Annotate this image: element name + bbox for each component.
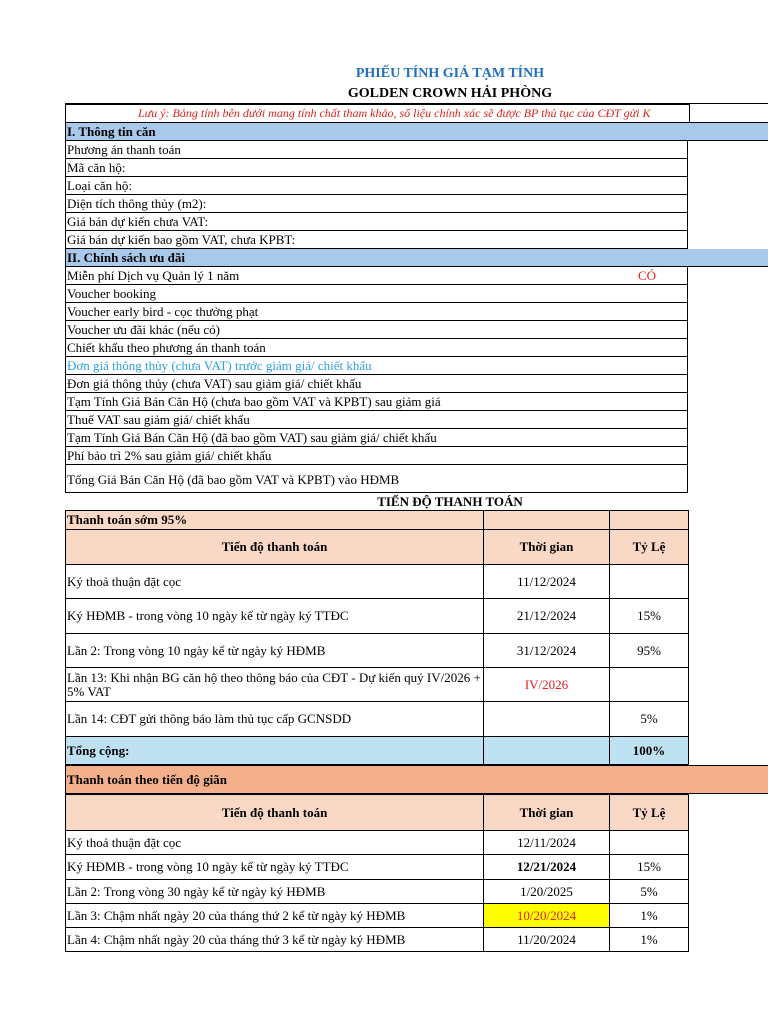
disclaimer-note xyxy=(65,104,690,123)
info-row[interactable] xyxy=(65,177,688,195)
step-cell: Lần 13: Khi nhận BG căn hộ theo thông báo của CĐT - Dự kiến quý IV/2026 + 5% VAT xyxy=(66,668,484,702)
policy-label: Miễn phí Dịch vụ Quản lý 1 năm xyxy=(67,268,240,283)
step-cell: Ký HĐMB - trong vòng 10 ngày kể từ ngày ký TTĐC xyxy=(66,599,484,634)
header-time: Thời gian xyxy=(484,795,610,831)
policy-label: Tạm Tính Giá Bán Căn Hộ (đã bao gồm VAT) sau giảm giá/ chiết khấu xyxy=(67,430,437,445)
policy-row[interactable] xyxy=(65,339,688,357)
table-header xyxy=(66,795,689,831)
policy-row[interactable] xyxy=(65,447,688,465)
rate-cell: 5% xyxy=(610,702,689,737)
document-title: PHIẾU TÍNH GIÁ TẠM TÍNH xyxy=(355,66,545,81)
info-row[interactable] xyxy=(65,159,688,177)
header-step: Tiến độ thanh toán xyxy=(66,530,484,565)
table-row[interactable] xyxy=(66,668,689,702)
section-promotion-policy xyxy=(65,249,768,267)
table-row[interactable] xyxy=(66,928,689,952)
empty-cell xyxy=(484,511,610,530)
step-cell: Lần 2: Trong vòng 10 ngày kể từ ngày ký HĐMB xyxy=(66,634,484,668)
time-cell: 11/20/2024 xyxy=(484,928,610,952)
table-row[interactable] xyxy=(66,599,689,634)
header-step: Tiến độ thanh toán xyxy=(66,795,484,831)
table-row[interactable] xyxy=(66,904,689,928)
info-row[interactable] xyxy=(65,231,688,249)
table-header xyxy=(66,530,689,565)
rate-cell: 5% xyxy=(610,880,689,904)
policy-row[interactable] xyxy=(65,375,688,393)
disclaimer-text: Lưu ý: Bảng tính bên dưới mang tính chất tham khảo, số liệu chính xác sẽ được BP thủ tục của CĐT gửi K xyxy=(138,106,651,120)
policy-label: Tổng Giá Bán Căn Hộ (đã bao gồm VAT và KPBT) vào HĐMB xyxy=(67,472,400,487)
table-row[interactable] xyxy=(66,880,689,904)
policy-row[interactable] xyxy=(65,285,688,303)
time-cell: 1/20/2025 xyxy=(484,880,610,904)
project-name: GOLDEN CROWN HẢI PHÒNG xyxy=(347,86,553,101)
rate-cell: 95% xyxy=(610,634,689,668)
section-title: I. Thông tin căn xyxy=(67,124,156,139)
policy-label: Voucher ưu đãi khác (nếu có) xyxy=(67,322,220,337)
header-time: Thời gian xyxy=(484,530,610,565)
policy-label: Đơn giá thông thủy (chưa VAT) sau giảm giá/ chiết khấu xyxy=(67,376,362,391)
step-cell: Lần 2: Trong vòng 30 ngày kể từ ngày ký HĐMB xyxy=(66,880,484,904)
time-cell: 12/11/2024 xyxy=(484,831,610,855)
info-label: Diện tích thông thủy (m2): xyxy=(67,196,207,211)
table-row[interactable] xyxy=(66,565,689,599)
table-row[interactable] xyxy=(66,702,689,737)
plan-title-row xyxy=(65,765,768,794)
rate-cell: 1% xyxy=(610,928,689,952)
empty-cell xyxy=(610,511,689,530)
policy-row[interactable] xyxy=(65,303,688,321)
info-label: Loại căn hộ: xyxy=(67,178,132,193)
policy-row[interactable] xyxy=(65,429,688,447)
extended-payment-table xyxy=(65,794,689,952)
info-label: Mã căn hộ: xyxy=(67,160,126,175)
table-row[interactable] xyxy=(66,855,689,880)
info-label: Phương án thanh toán xyxy=(67,142,181,157)
table-row[interactable] xyxy=(66,634,689,668)
time-cell: 21/12/2024 xyxy=(484,599,610,634)
payment-schedule-title: TIẾN ĐỘ THANH TOÁN xyxy=(377,494,523,509)
policy-value: CÓ xyxy=(638,268,657,283)
time-cell: 31/12/2024 xyxy=(484,634,610,668)
policy-label: Thuế VAT sau giảm giá/ chiết khấu xyxy=(67,412,250,427)
time-cell: 11/12/2024 xyxy=(484,565,610,599)
rate-cell: 15% xyxy=(610,855,689,880)
step-cell: Ký thoả thuận đặt cọc xyxy=(66,565,484,599)
section-title: II. Chính sách ưu đãi xyxy=(67,250,185,265)
header-rate: Tỷ Lệ xyxy=(610,795,689,831)
policy-row[interactable] xyxy=(65,411,688,429)
info-row[interactable] xyxy=(65,195,688,213)
policy-row[interactable] xyxy=(65,393,688,411)
info-row[interactable] xyxy=(65,141,688,159)
empty-cell xyxy=(484,737,610,765)
rate-cell: 1% xyxy=(610,904,689,928)
policy-label: Voucher early bird - cọc thưởng phạt xyxy=(67,304,259,319)
plan-title: Thanh toán theo tiến độ giãn xyxy=(67,772,228,787)
time-cell-highlighted: 10/20/2024 xyxy=(484,904,610,928)
policy-row[interactable] xyxy=(65,357,688,375)
policy-label: Đơn giá thông thủy (chưa VAT) trước giảm giá/ chiết khấu xyxy=(67,358,372,373)
table-row[interactable] xyxy=(66,831,689,855)
time-cell xyxy=(484,702,610,737)
rate-cell xyxy=(610,668,689,702)
step-cell: Lần 4: Chậm nhất ngày 20 của tháng thứ 3 kể từ ngày ký HĐMB xyxy=(66,928,484,952)
total-value: 100% xyxy=(610,737,689,765)
header-rate: Tỷ Lệ xyxy=(610,530,689,565)
info-row[interactable] xyxy=(65,213,688,231)
policy-row[interactable] xyxy=(65,465,688,493)
step-cell: Lần 3: Chậm nhất ngày 20 của tháng thứ 2 kể từ ngày ký HĐMB xyxy=(66,904,484,928)
step-cell: Ký thoả thuận đặt cọc xyxy=(66,831,484,855)
info-label: Giá bán dự kiến chưa VAT: xyxy=(67,214,209,229)
rate-cell xyxy=(610,831,689,855)
policy-label: Phí bảo trì 2% sau giảm giá/ chiết khấu xyxy=(67,448,272,463)
policy-label: Chiết khấu theo phương án thanh toán xyxy=(67,340,266,355)
step-cell: Ký HĐMB - trong vòng 10 ngày kể từ ngày ký TTĐC xyxy=(66,855,484,880)
plan-title-row xyxy=(66,511,689,530)
policy-row[interactable] xyxy=(65,321,688,339)
rate-cell: 15% xyxy=(610,599,689,634)
step-cell: Lần 14: CĐT gửi thông báo làm thủ tục cấp GCNSDD xyxy=(66,702,484,737)
info-label: Giá bán dự kiến bao gồm VAT, chưa KPBT: xyxy=(67,232,296,247)
total-row xyxy=(66,737,689,765)
early-payment-table xyxy=(65,510,689,765)
policy-label: Voucher booking xyxy=(67,286,156,301)
policy-label: Tạm Tính Giá Bán Căn Hộ (chưa bao gồm VAT và KPBT) sau giảm giá xyxy=(67,394,441,409)
policy-row[interactable] xyxy=(65,267,688,285)
section-apartment-info xyxy=(65,122,768,141)
total-label: Tổng cộng: xyxy=(66,737,484,765)
rate-cell xyxy=(610,565,689,599)
time-cell: 12/21/2024 xyxy=(484,855,610,880)
time-cell: IV/2026 xyxy=(484,668,610,702)
plan-title: Thanh toán sớm 95% xyxy=(66,511,484,530)
